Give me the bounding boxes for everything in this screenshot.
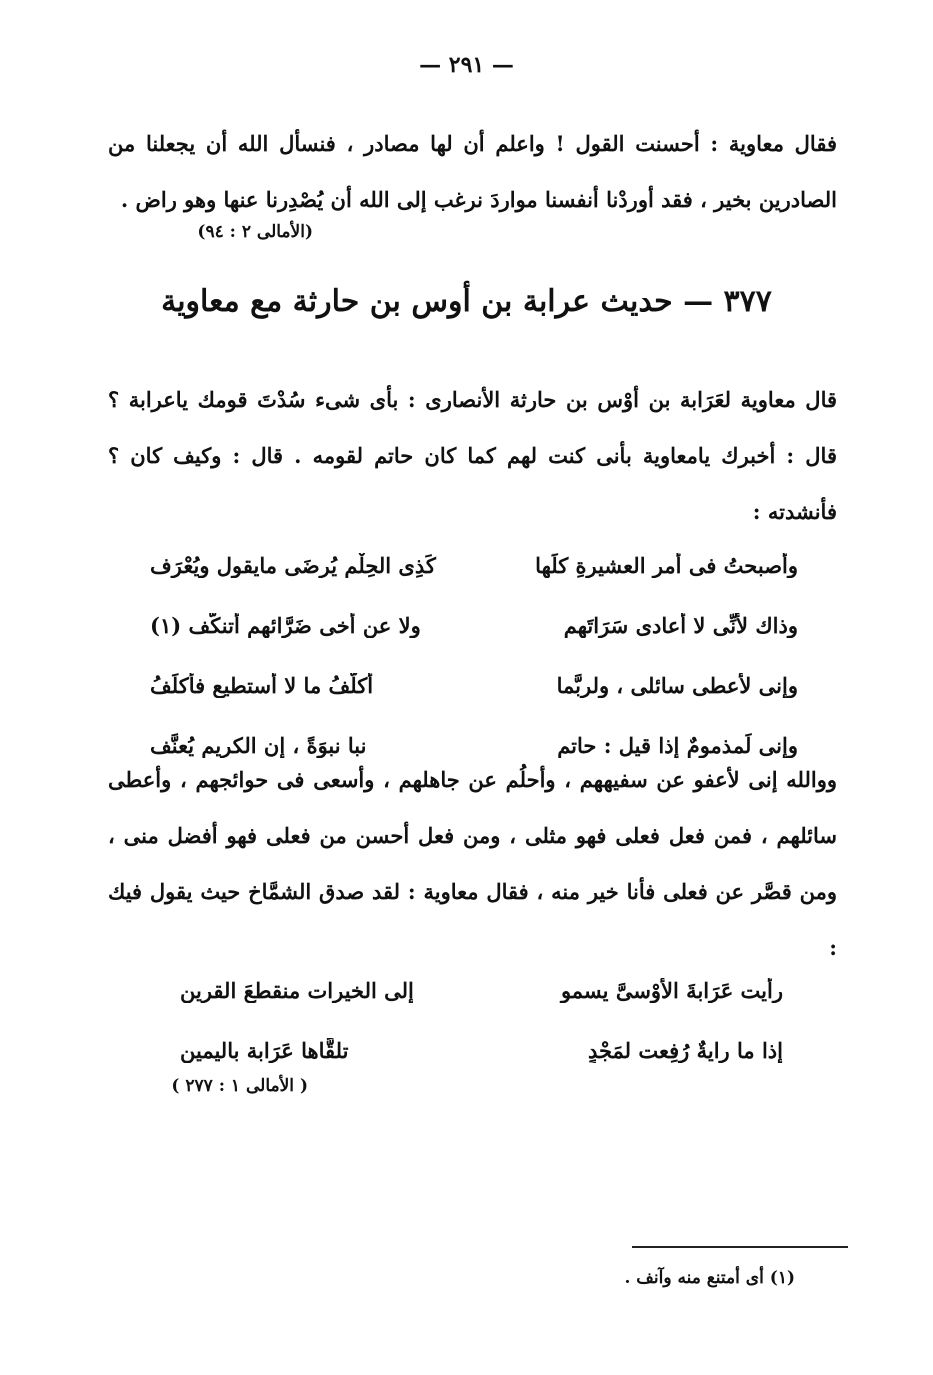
footnote: (١) أى أمتنع منه وآنف . [624, 1268, 795, 1288]
opening-paragraph [108, 116, 837, 228]
closing-source-citation: ( الأمالى ١ : ٢٧٧ ) [171, 1076, 308, 1096]
verse-line [150, 535, 798, 595]
verse-second-hemistich: نبا نبوَةً ، إن الكريم يُعنَّف [150, 732, 367, 758]
verse-first-hemistich: وأصبحتُ فى أمرِ العشيرةِ كلِّها [535, 552, 798, 578]
middle-text: ووالله إنى لأعفو عن سفيههم ، وأحلُم عن جاهلهم ، وأسعى فى حوائجهم ، وأعطى سائلهم ، فمن فعل فعلى فهو مثلى ، ومن فعل أحسن من فعلى فهو أفضل منى ، ومن قصَّر عن فعلى فأنا خير منه ، فقال معاوية : لقد صدق الشمَّاخ حيث يقول فيك : [108, 767, 837, 960]
verse-first-hemistich: وإنى لَمذمومٌ إذا قيل : حاتم [557, 732, 798, 758]
verse-first-hemistich: رأيت عَرَابةَ الأوْسىَّ يسمو [560, 977, 783, 1003]
intro-paragraph [108, 372, 837, 540]
opening-text: فقال معاوية : أحسنت القول ! واعلم أن لها مصادر ، فنسأل الله أن يجعلنا من الصادرين بخير ، فقد أوردْنا أنفسنا مواردَ نرغب إلى الله أن يُصْدِرنا عنها وهو راض . [108, 131, 837, 212]
verse-second-hemistich: كَذِى الحِلْمِ يُرضَى مايقول ويُعْرَف [150, 552, 436, 578]
middle-paragraph [108, 752, 837, 976]
poem-shammakh [180, 960, 783, 1080]
poem-hatim [150, 535, 798, 775]
verse-line [180, 960, 783, 1020]
verse-first-hemistich: إذا ما رايةٌ رُفِعت لمَجْدٍ [587, 1037, 783, 1063]
footnote-divider [632, 1246, 848, 1248]
verse-first-hemistich: وذاك لأنِّى لا أعادى سَرَاتَهم [563, 612, 798, 638]
page-number: — ٢٩١ — [419, 52, 514, 78]
intro-text: قال معاوية لعَرَابة بن أوْس بن حارثة الأنصارى : بأى شىء سُدْتَ قومك ياعرابة ؟ قال : أخبرك يامعاوية بأنى كنت لهم كما كان حاتم لقومه . قال : وكيف كان ؟ فأنشدته : [108, 387, 837, 524]
verse-second-hemistich: أُكلَّفُ ما لا أستطيع فأُكلَفُ [150, 672, 374, 698]
verse-second-hemistich: ولا عن أخى ضَرَّائهم أتنكَّف (١) [150, 612, 421, 638]
opening-source-citation: (الأمالى ٢ : ٩٤) [197, 222, 313, 242]
verse-line [150, 595, 798, 655]
verse-second-hemistich: تلقَّاها عَرَابة باليمين [180, 1037, 349, 1063]
verse-line [150, 655, 798, 715]
section-heading: ٣٧٧ — حديث عرابة بن أوس بن حارثة مع معاوية [161, 284, 772, 319]
verse-line [180, 1020, 783, 1080]
verse-second-hemistich: إلى الخيرات منقطعَ القرين [180, 977, 414, 1003]
verse-first-hemistich: وإنى لأُعطى سائلى ، ولربَّما [556, 672, 798, 698]
